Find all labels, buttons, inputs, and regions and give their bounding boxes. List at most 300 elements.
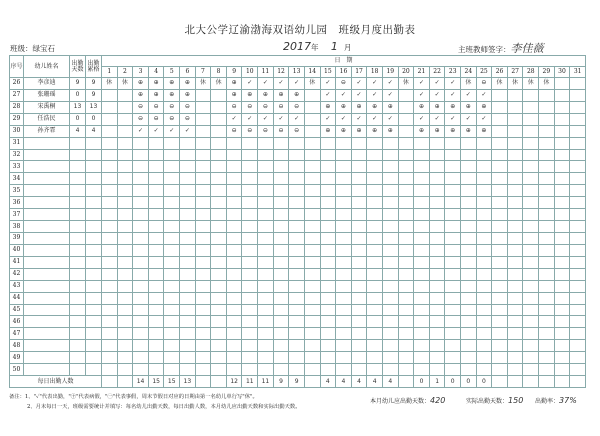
- empty-cell: [102, 316, 118, 328]
- empty-cell: [86, 185, 102, 197]
- empty-cell: [289, 352, 305, 364]
- empty-cell: [476, 137, 492, 149]
- empty-cell: [492, 352, 508, 364]
- empty-cell: [320, 316, 336, 328]
- daily-total-value: [492, 376, 508, 388]
- empty-cell: [258, 149, 274, 161]
- empty-cell: [367, 221, 383, 233]
- attendance-mark: ✓: [320, 78, 336, 90]
- empty-cell: [554, 232, 570, 244]
- empty-cell: [289, 209, 305, 221]
- empty-cell: [164, 316, 180, 328]
- attendance-rate-label: 出勤率：: [535, 398, 560, 405]
- attendance-mark: ✓: [414, 89, 430, 101]
- empty-cell: [226, 137, 242, 149]
- empty-cell: [273, 197, 289, 209]
- empty-cell: [539, 316, 555, 328]
- attendance-mark: ✓: [351, 78, 367, 90]
- empty-cell: [523, 292, 539, 304]
- empty-cell: [289, 364, 305, 376]
- empty-cell: [24, 137, 70, 149]
- empty-cell: [414, 256, 430, 268]
- empty-cell: [242, 268, 258, 280]
- daily-total-value: 1: [429, 376, 445, 388]
- empty-cell: [24, 292, 70, 304]
- year-handwritten: 2017: [283, 40, 311, 53]
- empty-cell: [476, 364, 492, 376]
- empty-cell: [70, 173, 86, 185]
- empty-cell: [492, 232, 508, 244]
- attend-days: 0: [70, 113, 86, 125]
- empty-cell: [148, 137, 164, 149]
- empty-cell: [289, 256, 305, 268]
- attendance-mark: ✓: [382, 78, 398, 90]
- empty-cell: [226, 197, 242, 209]
- empty-cell: [476, 352, 492, 364]
- attendance-rate-value: 37%: [559, 396, 577, 405]
- empty-cell: [554, 292, 570, 304]
- attendance-mark: ✓: [289, 113, 305, 125]
- empty-cell: [24, 185, 70, 197]
- attendance-mark: ⊕: [382, 101, 398, 113]
- empty-cell: [336, 149, 352, 161]
- empty-cell: [70, 340, 86, 352]
- empty-cell: [70, 161, 86, 173]
- empty-cell: [86, 244, 102, 256]
- page-title: 北大公学辽渝渤海双语幼儿园 班级月度出勤表: [184, 24, 416, 36]
- empty-cell: [539, 244, 555, 256]
- empty-cell: [24, 149, 70, 161]
- empty-cell: [180, 280, 196, 292]
- empty-cell: [523, 340, 539, 352]
- empty-cell: [429, 197, 445, 209]
- should-attend-value: 420: [430, 396, 446, 405]
- empty-cell: [164, 244, 180, 256]
- empty-cell: [289, 268, 305, 280]
- day-header: 13: [289, 67, 305, 78]
- empty-cell: [398, 268, 414, 280]
- daily-total-value: 0: [476, 376, 492, 388]
- table-row: [10, 197, 586, 209]
- empty-cell: [70, 280, 86, 292]
- empty-cell: [304, 316, 320, 328]
- empty-cell: [398, 352, 414, 364]
- empty-cell: [148, 280, 164, 292]
- empty-cell: [258, 221, 274, 233]
- empty-cell: [102, 173, 118, 185]
- attendance-mark: [304, 89, 320, 101]
- empty-cell: [554, 316, 570, 328]
- attendance-mark: [554, 101, 570, 113]
- empty-cell: [476, 268, 492, 280]
- empty-cell: [133, 185, 149, 197]
- attendance-mark: ⊕: [445, 125, 461, 137]
- empty-cell: [461, 185, 477, 197]
- empty-cell: [242, 221, 258, 233]
- empty-cell: [258, 268, 274, 280]
- attendance-mark: ⊖: [336, 78, 352, 90]
- empty-cell: [320, 328, 336, 340]
- daily-total-value: 14: [133, 376, 149, 388]
- daily-total-value: 11: [258, 376, 274, 388]
- empty-cell: [242, 256, 258, 268]
- attendance-mark: ⊕: [133, 78, 149, 90]
- empty-cell: [211, 149, 227, 161]
- empty-cell: [320, 221, 336, 233]
- empty-cell: [539, 364, 555, 376]
- empty-cell: [461, 292, 477, 304]
- empty-cell: [70, 268, 86, 280]
- empty-cell: [102, 221, 118, 233]
- attendance-mark: ⊖: [226, 101, 242, 113]
- empty-cell: [226, 149, 242, 161]
- empty-cell: [133, 304, 149, 316]
- empty-cell: [398, 149, 414, 161]
- empty-cell: [258, 280, 274, 292]
- day-header: 29: [539, 67, 555, 78]
- empty-cell: [117, 256, 133, 268]
- attend-total: 0: [86, 113, 102, 125]
- empty-cell: [86, 316, 102, 328]
- table-row: [10, 328, 586, 340]
- row-number: 26: [10, 78, 24, 90]
- empty-cell: [554, 244, 570, 256]
- empty-cell: [102, 137, 118, 149]
- empty-cell: [351, 340, 367, 352]
- daily-total-value: 11: [242, 376, 258, 388]
- empty-cell: [164, 328, 180, 340]
- empty-cell: [320, 292, 336, 304]
- empty-cell: [86, 137, 102, 149]
- empty-cell: [86, 364, 102, 376]
- empty-cell: [180, 316, 196, 328]
- empty-cell: [476, 316, 492, 328]
- empty-cell: [70, 149, 86, 161]
- attendance-mark: [554, 89, 570, 101]
- empty-cell: [148, 352, 164, 364]
- empty-cell: [304, 149, 320, 161]
- empty-cell: [70, 197, 86, 209]
- should-attend: [370, 396, 445, 405]
- empty-cell: [133, 268, 149, 280]
- attendance-mark: [117, 113, 133, 125]
- empty-cell: [429, 149, 445, 161]
- attendance-mark: ✓: [242, 78, 258, 90]
- attendance-mark: [117, 101, 133, 113]
- attendance-mark: ⊕: [336, 101, 352, 113]
- empty-cell: [414, 316, 430, 328]
- empty-cell: [148, 185, 164, 197]
- attend-total: 4: [86, 125, 102, 137]
- empty-cell: [367, 209, 383, 221]
- empty-cell: [320, 304, 336, 316]
- daily-total-value: [507, 376, 523, 388]
- empty-cell: [570, 232, 586, 244]
- empty-cell: [382, 137, 398, 149]
- attendance-mark: ⊕: [226, 78, 242, 90]
- empty-cell: [554, 364, 570, 376]
- empty-cell: [476, 185, 492, 197]
- empty-cell: [570, 328, 586, 340]
- year-suffix: 年: [311, 43, 319, 52]
- empty-cell: [476, 340, 492, 352]
- attendance-mark: ✓: [429, 78, 445, 90]
- empty-cell: [195, 304, 211, 316]
- empty-cell: [70, 209, 86, 221]
- empty-cell: [523, 364, 539, 376]
- attendance-mark: ✓: [180, 125, 196, 137]
- attendance-mark: [102, 89, 118, 101]
- empty-cell: [539, 352, 555, 364]
- empty-cell: [351, 185, 367, 197]
- empty-cell: [242, 352, 258, 364]
- table-row: [10, 137, 586, 149]
- attendance-mark: ⊕: [461, 101, 477, 113]
- empty-cell: [133, 256, 149, 268]
- empty-cell: [414, 340, 430, 352]
- empty-cell: [336, 256, 352, 268]
- empty-cell: [133, 209, 149, 221]
- empty-cell: [382, 304, 398, 316]
- empty-cell: [86, 304, 102, 316]
- empty-cell: [336, 352, 352, 364]
- empty-cell: [351, 173, 367, 185]
- empty-cell: [507, 268, 523, 280]
- day-header: 14: [304, 67, 320, 78]
- empty-cell: [164, 304, 180, 316]
- daily-total-value: 13: [180, 376, 196, 388]
- empty-cell: [133, 149, 149, 161]
- empty-cell: [304, 161, 320, 173]
- header-attend-days: 出勤天数: [70, 56, 86, 78]
- empty-cell: [273, 185, 289, 197]
- empty-cell: [117, 292, 133, 304]
- empty-cell: [398, 364, 414, 376]
- row-number: 41: [10, 256, 24, 268]
- attendance-mark: [554, 113, 570, 125]
- day-header: 24: [461, 67, 477, 78]
- empty-cell: [336, 137, 352, 149]
- attendance-mark: ✓: [148, 125, 164, 137]
- empty-cell: [398, 244, 414, 256]
- empty-cell: [258, 352, 274, 364]
- class-label: 班级：: [10, 44, 33, 53]
- empty-cell: [117, 244, 133, 256]
- empty-cell: [304, 209, 320, 221]
- empty-cell: [164, 352, 180, 364]
- empty-cell: [445, 197, 461, 209]
- empty-cell: [304, 256, 320, 268]
- day-header: 17: [351, 67, 367, 78]
- row-number: 39: [10, 232, 24, 244]
- empty-cell: [382, 197, 398, 209]
- attendance-mark: 休: [507, 78, 523, 90]
- empty-cell: [445, 185, 461, 197]
- empty-cell: [226, 352, 242, 364]
- empty-cell: [86, 328, 102, 340]
- attendance-mark: ⊕: [180, 89, 196, 101]
- daily-total-value: [211, 376, 227, 388]
- empty-cell: [382, 232, 398, 244]
- empty-cell: [133, 221, 149, 233]
- attendance-mark: ⊕: [429, 101, 445, 113]
- empty-cell: [320, 209, 336, 221]
- table-row: [10, 304, 586, 316]
- attendance-mark: ⊖: [289, 101, 305, 113]
- empty-cell: [289, 316, 305, 328]
- day-header: 8: [211, 67, 227, 78]
- empty-cell: [351, 328, 367, 340]
- attendance-mark: ✓: [367, 78, 383, 90]
- row-number: 42: [10, 268, 24, 280]
- attendance-mark: [539, 89, 555, 101]
- empty-cell: [382, 256, 398, 268]
- empty-cell: [398, 197, 414, 209]
- empty-cell: [70, 292, 86, 304]
- empty-cell: [398, 340, 414, 352]
- daily-total-value: [554, 376, 570, 388]
- attendance-mark: 休: [304, 78, 320, 90]
- empty-cell: [102, 292, 118, 304]
- attendance-mark: [211, 125, 227, 137]
- empty-cell: [492, 364, 508, 376]
- empty-cell: [414, 185, 430, 197]
- empty-cell: [570, 316, 586, 328]
- empty-cell: [86, 292, 102, 304]
- empty-cell: [304, 292, 320, 304]
- empty-cell: [304, 340, 320, 352]
- empty-cell: [180, 209, 196, 221]
- empty-cell: [398, 316, 414, 328]
- empty-cell: [70, 185, 86, 197]
- attendance-mark: [554, 125, 570, 137]
- row-number: 30: [10, 125, 24, 137]
- empty-cell: [414, 232, 430, 244]
- attendance-mark: ✓: [429, 113, 445, 125]
- day-header: 9: [226, 67, 242, 78]
- attendance-mark: ⊖: [476, 78, 492, 90]
- attendance-mark: [492, 101, 508, 113]
- attendance-mark: 休: [102, 78, 118, 90]
- row-number: 40: [10, 244, 24, 256]
- empty-cell: [461, 328, 477, 340]
- empty-cell: [320, 352, 336, 364]
- empty-cell: [180, 328, 196, 340]
- empty-cell: [258, 161, 274, 173]
- empty-cell: [445, 256, 461, 268]
- empty-cell: [102, 280, 118, 292]
- empty-cell: [320, 173, 336, 185]
- empty-cell: [398, 185, 414, 197]
- empty-cell: [461, 221, 477, 233]
- attendance-mark: [507, 125, 523, 137]
- empty-cell: [242, 328, 258, 340]
- day-header: 7: [195, 67, 211, 78]
- empty-cell: [164, 161, 180, 173]
- empty-cell: [258, 340, 274, 352]
- empty-cell: [523, 197, 539, 209]
- empty-cell: [539, 221, 555, 233]
- empty-cell: [289, 161, 305, 173]
- attendance-mark: [570, 113, 586, 125]
- empty-cell: [554, 304, 570, 316]
- empty-cell: [211, 221, 227, 233]
- attendance-mark: ✓: [445, 78, 461, 90]
- attendance-mark: [507, 89, 523, 101]
- attendance-mark: ⊕: [351, 101, 367, 113]
- empty-cell: [336, 316, 352, 328]
- day-header: 6: [180, 67, 196, 78]
- empty-cell: [570, 161, 586, 173]
- empty-cell: [273, 161, 289, 173]
- empty-cell: [367, 304, 383, 316]
- empty-cell: [195, 364, 211, 376]
- empty-cell: [461, 161, 477, 173]
- empty-cell: [102, 256, 118, 268]
- empty-cell: [414, 221, 430, 233]
- empty-cell: [164, 268, 180, 280]
- empty-cell: [242, 316, 258, 328]
- empty-cell: [258, 137, 274, 149]
- empty-cell: [445, 316, 461, 328]
- empty-cell: [148, 268, 164, 280]
- actual-attend: [466, 396, 523, 405]
- empty-cell: [258, 232, 274, 244]
- empty-cell: [24, 221, 70, 233]
- empty-cell: [554, 352, 570, 364]
- attendance-mark: [117, 89, 133, 101]
- day-header: 25: [476, 67, 492, 78]
- empty-cell: [148, 232, 164, 244]
- empty-cell: [445, 149, 461, 161]
- empty-cell: [242, 232, 258, 244]
- empty-cell: [304, 268, 320, 280]
- empty-cell: [148, 304, 164, 316]
- empty-cell: [429, 316, 445, 328]
- attendance-mark: ⊖: [273, 101, 289, 113]
- daily-total-value: 0: [414, 376, 430, 388]
- table-row: [10, 161, 586, 173]
- empty-cell: [164, 292, 180, 304]
- empty-cell: [226, 209, 242, 221]
- attendance-mark: [195, 113, 211, 125]
- empty-cell: [117, 221, 133, 233]
- empty-cell: [476, 256, 492, 268]
- attendance-mark: ⊕: [164, 89, 180, 101]
- empty-cell: [226, 268, 242, 280]
- table-row: [10, 364, 586, 376]
- teacher-label: 主班教师签字：: [458, 45, 511, 54]
- empty-cell: [492, 280, 508, 292]
- attendance-mark: ⊕: [414, 125, 430, 137]
- empty-cell: [429, 328, 445, 340]
- empty-cell: [570, 280, 586, 292]
- row-number: 50: [10, 364, 24, 376]
- empty-cell: [523, 280, 539, 292]
- empty-cell: [414, 268, 430, 280]
- empty-cell: [445, 292, 461, 304]
- empty-cell: [24, 340, 70, 352]
- attendance-mark: ✓: [429, 89, 445, 101]
- empty-cell: [367, 185, 383, 197]
- empty-cell: [86, 268, 102, 280]
- empty-cell: [367, 161, 383, 173]
- empty-cell: [429, 244, 445, 256]
- empty-cell: [476, 244, 492, 256]
- empty-cell: [226, 256, 242, 268]
- empty-cell: [211, 316, 227, 328]
- attendance-mark: 休: [523, 78, 539, 90]
